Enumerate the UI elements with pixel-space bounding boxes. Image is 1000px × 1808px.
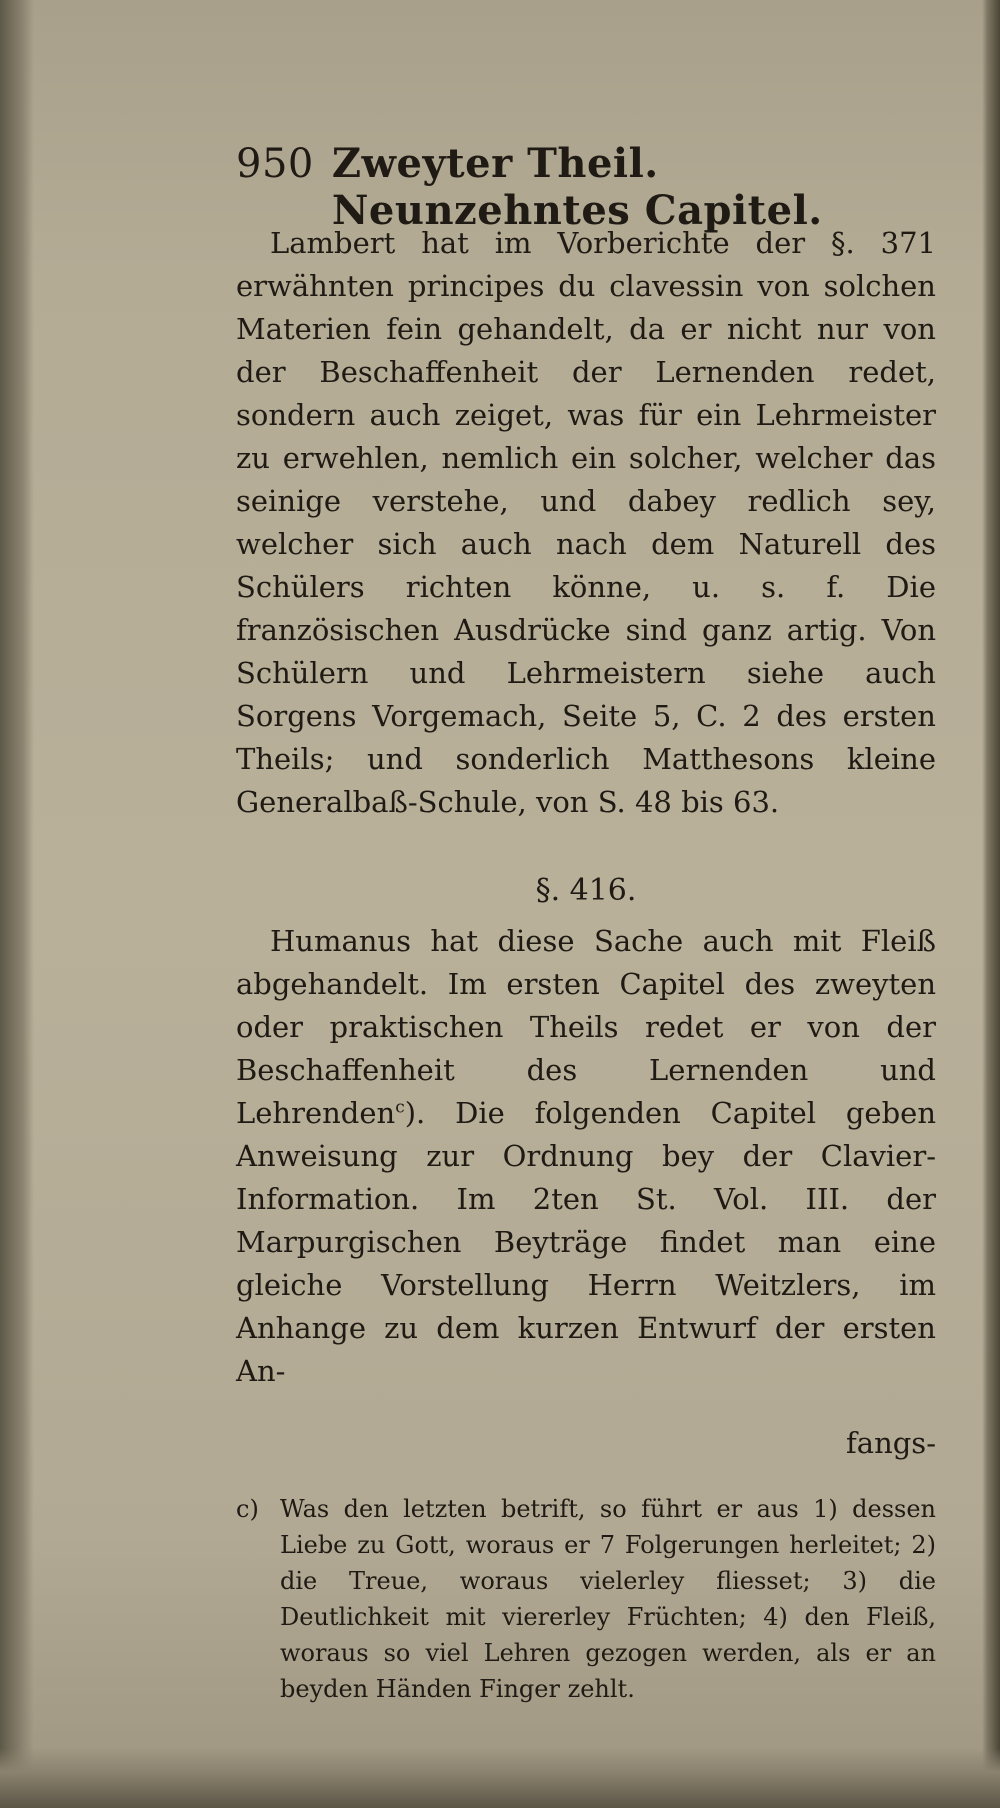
running-header [236, 140, 936, 234]
paragraph-2-text-a: Humanus hat diese Sache auch mit Fleiß abgehandelt. Im ersten Capitel des zweyten oder praktischen Theils redet er von der Beschaffenheit des Lernenden und Lehrenden [236, 924, 936, 1130]
footnote-reference: c [395, 1097, 405, 1118]
page-bottom-edge [0, 1748, 1000, 1808]
paragraph-1: Lambert hat im Vorberichte der §. 371 erwähnten principes du clavessin von solchen Materien fein gehandelt, da er nicht nur von der Beschaffenheit der Lernenden redet, sondern auch zeiget, was für ein Lehrmeister zu erwehlen, nemlich ein solcher, welcher das seinige verstehe, und dabey redlich sey, welcher sich auch nach dem Naturell des Schülers richten könne, u. s. f. Die französischen Ausdrücke sind ganz artig. Von Schülern und Lehrmeistern siehe auch Sorgens Vorgemach, Seite 5, C. 2 des ersten Theils; und sonderlich Matthesons kleine Generalbaß-Schule, von S. 48 bis 63. [236, 226, 936, 819]
page-edge-shadow-left [0, 0, 34, 1808]
footnote-text: Was den letzten betrift, so führt er aus 1) dessen Liebe zu Gott, woraus er 7 Folgerungen herleitet; 2) die Treue, woraus vielerley fliesset; 3) die Deutlichkeit mit viererley Früchten; 4) den Fleiß, woraus so viel Lehren gezogen werden, als er an beyden Händen Finger zehlt. [280, 1495, 936, 1703]
text-block [236, 140, 936, 1731]
paragraph-2-text-b: ). Die folgenden Capitel geben Anweisung zur Ordnung bey der Clavier-Information. Im 2ten St. Vol. III. der Marpurgischen Beyträge findet man eine gleiche Vorstellung Herrn Weitzlers, im Anhange zu dem kurzen Entwurf der ersten An- [236, 1096, 936, 1388]
footnote [236, 1491, 936, 1707]
page-number: 950 [236, 141, 314, 187]
running-title: Zweyter Theil. Neunzehntes Capitel. [331, 140, 823, 234]
page-edge-shadow-right [982, 0, 1000, 1808]
catchword: fangs- [846, 1426, 936, 1460]
paragraph-2 [236, 920, 936, 1393]
section-number: §. 416. [535, 873, 637, 908]
footnote-mark: c) [236, 1495, 259, 1523]
